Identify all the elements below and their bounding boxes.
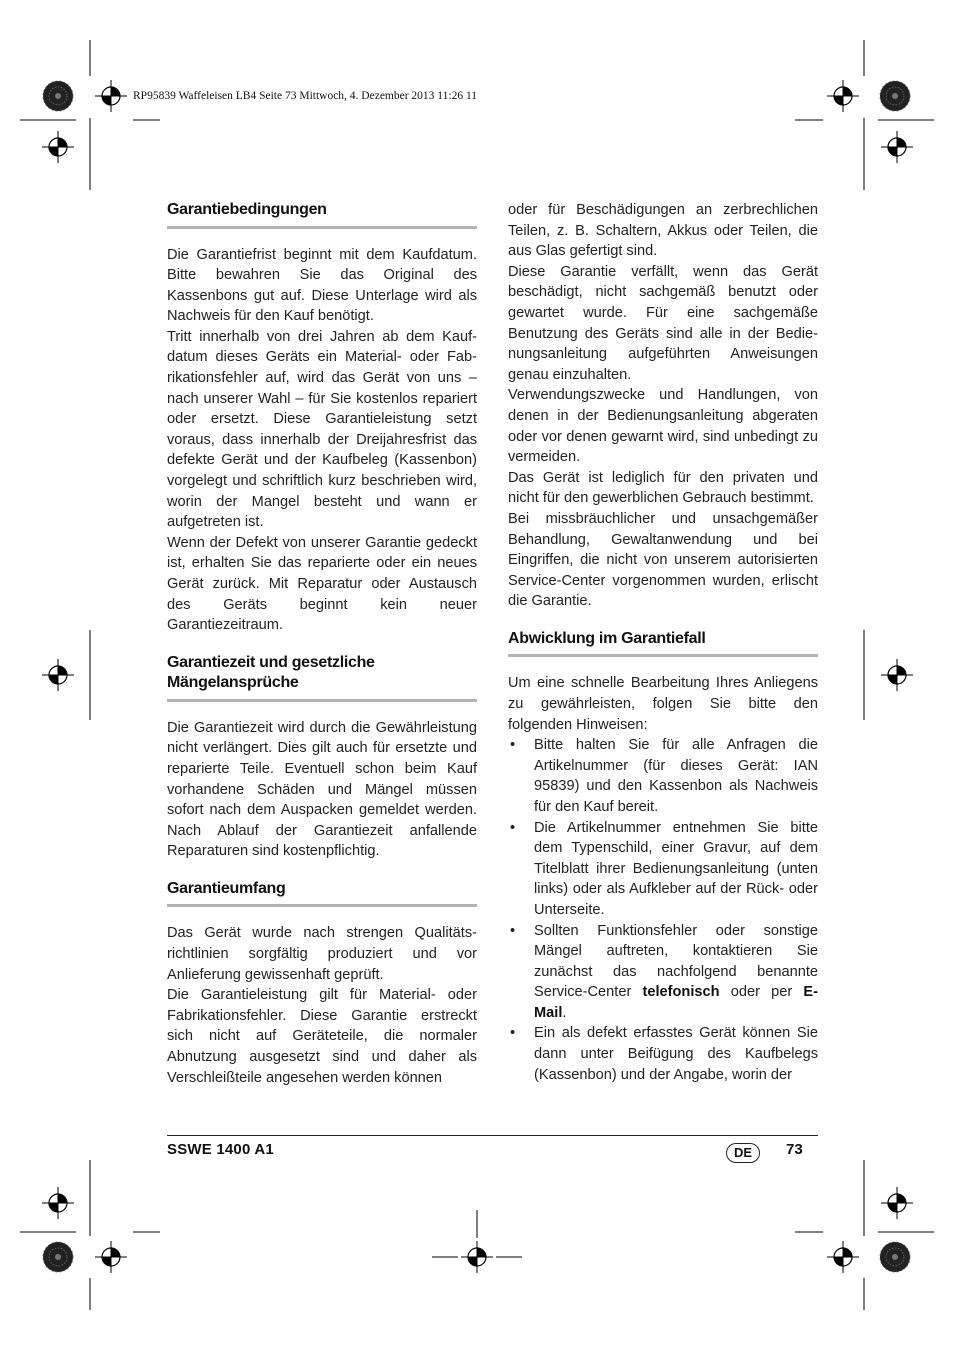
heading-line: Garantiezeit und gesetzliche: [167, 653, 375, 671]
paragraph: Diese Garantie verfällt, wenn das Gerät beschädigt, nicht sachgemäß benutzt oder gewartet wurde. Für eine sachgemäße Benutzung des Geräts sind alle in der Bedienungsanleitung aufgeführten Anweisungen genau einzuhalten.: [508, 263, 818, 383]
language-badge: DE: [726, 1143, 760, 1163]
heading-garantiebedingungen: Garantiebedingungen: [167, 200, 477, 229]
heading-garantieumfang: Garantieumfang: [167, 879, 477, 908]
bullet-icon: •: [510, 922, 516, 939]
list-item-text: Ein als defekt erfasstes Gerät können Sie dann unter Beifügung des Kaufbelegs (Kassenbon) und der Angabe, worin der: [534, 1025, 818, 1083]
list-item-text: Bitte halten Sie für alle Anfragen die Artikelnummer (für dieses Gerät: IAN 95839) und den Kassenbon als Nachweis für den Kauf bereit.: [534, 737, 818, 815]
list-item-text: Die Artikelnummer entnehmen Sie bitte dem Typenschild, einer Gravur, auf dem Titelblatt ihrer Bedienungsanleitung (unten links) oder als Aufkleber auf der Rück- oder Unterseite.: [534, 819, 818, 918]
bullet-icon: •: [510, 737, 516, 754]
instruction-list: [508, 735, 818, 1085]
list-item: [508, 735, 818, 817]
list-item: [508, 818, 818, 921]
paragraph: Wenn der Defekt von unserer Garantie gedeckt ist, erhalten Sie das reparierte oder ein neues Gerät zurück. Mit Reparatur oder Austausch des Geräts beginnt kein neuer Garantiezeitraum.: [167, 534, 477, 634]
paragraph: Tritt innerhalb von drei Jahren ab dem Kaufdatum dieses Geräts ein Material- oder Fabrikationsfehler auf, wird das Gerät von uns – nach unserer Wahl – für Sie kostenlos repariert oder ersetzt. Diese Garantieleistung setzt voraus, dass innerhalb der Dreijahresfrist das defekte Gerät und der Kaufbeleg (Kassenbon) vorgelegt und schriftlich kurz beschrieben wird, worin der Mangel besteht und wann er aufgetreten ist.: [167, 328, 477, 531]
footer-model: SSWE 1400 A1: [167, 1141, 274, 1158]
page-number: 73: [786, 1141, 803, 1158]
paragraph: Die Garantieleistung gilt für Material- oder Fabrikationsfehler. Diese Garantie erstreckt sich nicht auf Geräteteile, die normaler Abnutzung ausgesetzt sind und daher als Verschleißteile angesehen werden können: [167, 987, 477, 1086]
paragraph: Das Gerät ist lediglich für den privaten und nicht für den gewerblichen Gebrauch bestimmt.: [508, 469, 818, 507]
footer-rule: [167, 1135, 818, 1136]
print-slug: RP95839 Waffeleisen LB4 Seite 73 Mittwoch, 4. Dezember 2013 11:26 11: [133, 90, 478, 102]
emphasis-email: E-Mail: [534, 984, 818, 1021]
list-item-text: Sollten Funktionsfehler oder sonstige Mängel auftreten, kontaktieren Sie zunächst das nachfolgend benannte Service-Center: [534, 922, 818, 1001]
heading-garantiezeit: [167, 653, 477, 702]
paragraph: Bei missbräuchlicher und unsachgemäßer Behandlung, Gewaltanwendung und bei Eingriffen, die nicht von unserem autorisierten Service-Center vorgenommen wurden, erlischt die Garantie.: [508, 510, 818, 610]
right-column: [508, 200, 818, 1085]
list-item-text: oder per: [719, 984, 804, 1001]
paragraph: oder für Beschädigungen an zerbrechlichen Teilen, z. B. Schaltern, Akkus oder Teilen, die aus Glas gefertigt sind.: [508, 202, 818, 260]
list-item: [508, 1023, 818, 1085]
left-column: [167, 200, 477, 1088]
paragraph: Das Gerät wurde nach strengen Qualitätsrichtlinien sorgfältig produziert und vor Anlieferung gewissenhaft geprüft.: [167, 925, 477, 983]
paragraph: Verwendungszwecke und Handlungen, von denen in der Bedienungsanleitung abgeraten oder vor denen gewarnt wird, sind unbedingt zu vermeiden.: [508, 387, 818, 466]
list-item: [508, 921, 818, 1024]
emphasis-telefonisch: telefonisch: [642, 984, 720, 1001]
paragraph: Die Garantiefrist beginnt mit dem Kaufdatum. Bitte bewahren Sie das Original des Kassenbons gut auf. Diese Unterlage wird als Nachweis für den Kauf benötigt.: [167, 246, 477, 325]
paragraph: Um eine schnelle Bearbeitung Ihres Anliegens zu gewährleisten, folgen Sie bitte den folgenden Hinweisen:: [508, 675, 818, 733]
list-item-text: .: [562, 1004, 567, 1021]
bullet-icon: •: [510, 819, 516, 836]
heading-abwicklung: Abwicklung im Garantiefall: [508, 629, 818, 658]
paragraph: Die Garantiezeit wird durch die Gewährleistung nicht verlängert. Dies gilt auch für ersetzte und reparierte Teile. Eventuell schon beim Kauf vorhandene Schäden und Mängel müssen sofort nach dem Auspacken gemeldet werden. Nach Ablauf der Garantiezeit anfallende Reparaturen sind kostenpflichtig.: [167, 719, 477, 860]
bullet-icon: •: [510, 1025, 516, 1042]
heading-line: Mängelansprüche: [167, 674, 299, 692]
